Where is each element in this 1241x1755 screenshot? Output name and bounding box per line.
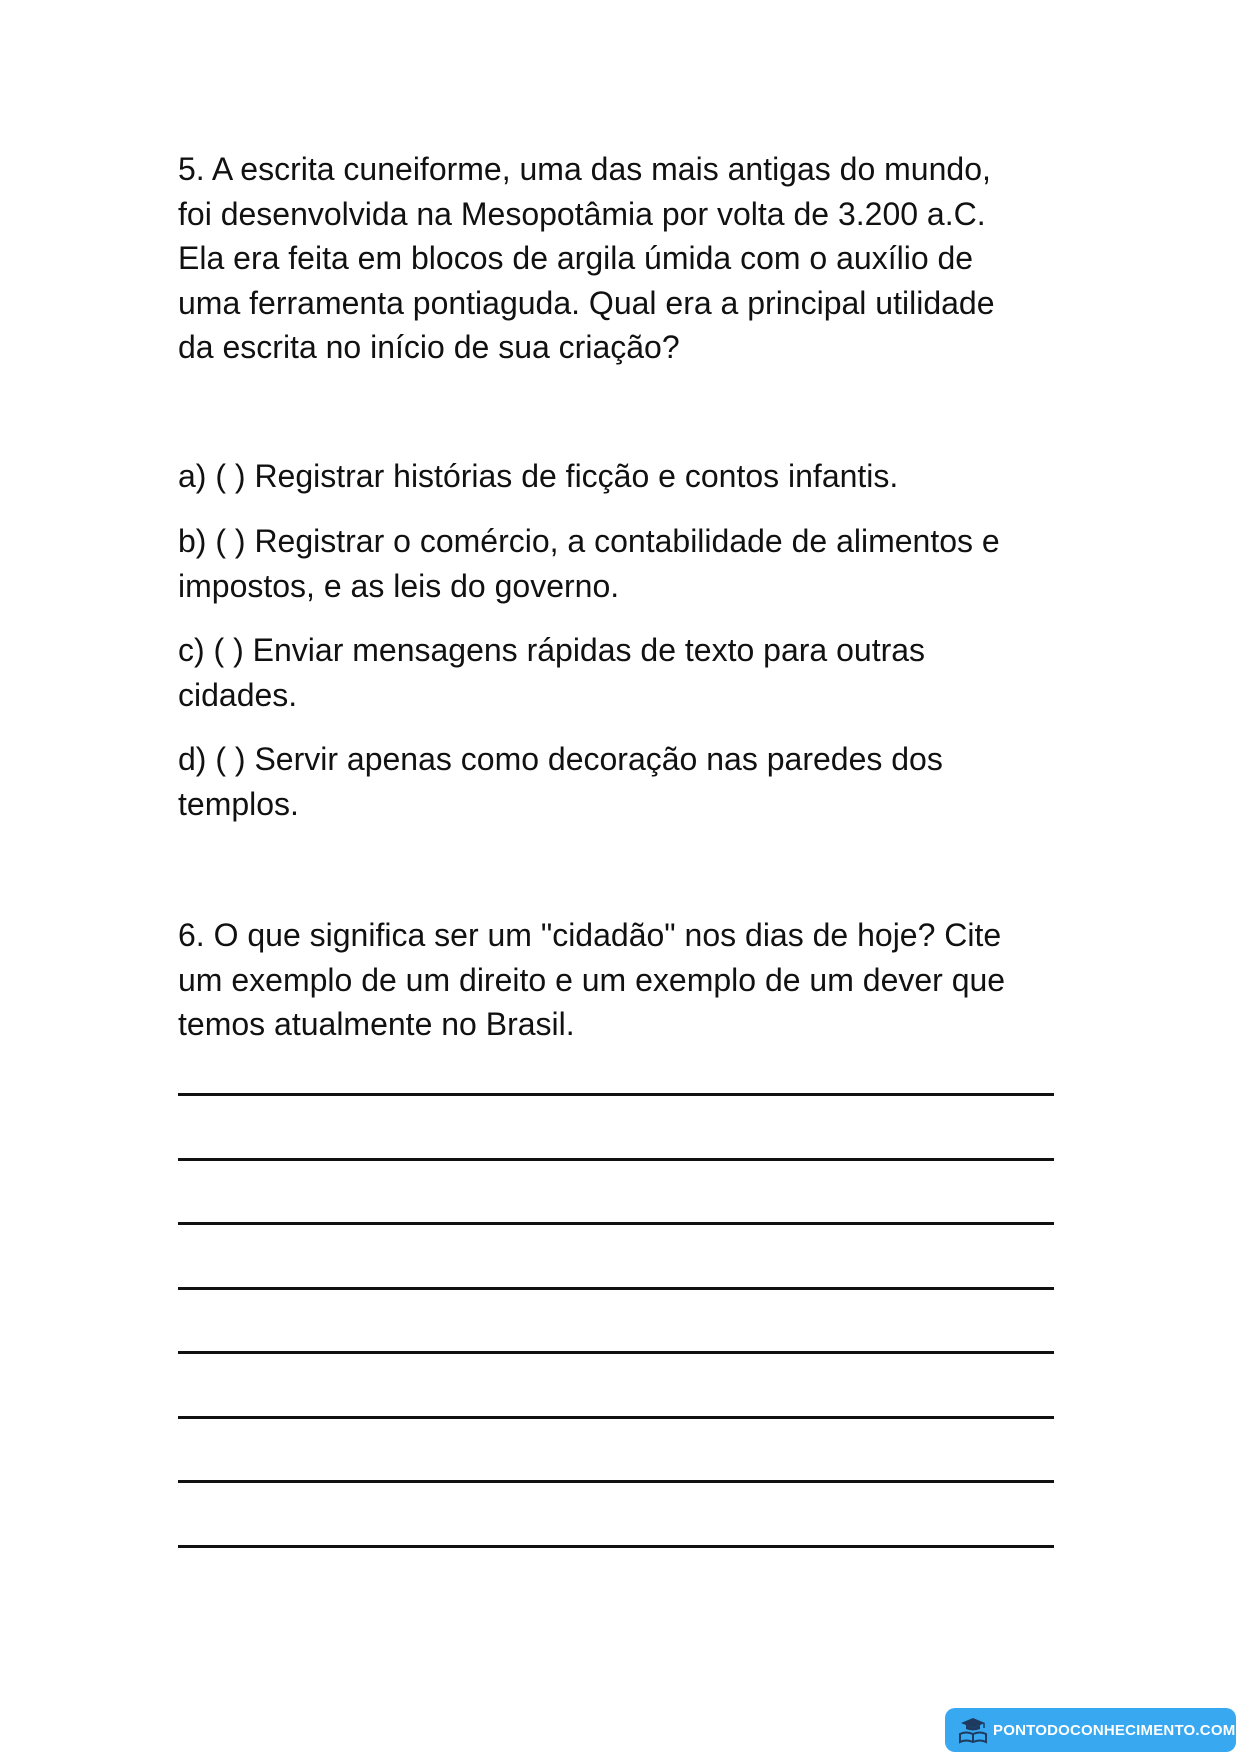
question-5-option-d: d) ( ) Servir apenas como decoração nas paredes dos templos. [178, 741, 943, 822]
answer-line[interactable] [178, 1287, 1054, 1290]
answer-line[interactable] [178, 1545, 1054, 1548]
site-watermark-badge[interactable] [945, 1708, 1236, 1752]
book-graduation-icon [957, 1716, 989, 1744]
question-5-option-b: b) ( ) Registrar o comércio, a contabilidade de alimentos e impostos, e as leis do governo. [178, 523, 1000, 604]
answer-line[interactable] [178, 1222, 1054, 1225]
answer-line[interactable] [178, 1351, 1054, 1354]
answer-line[interactable] [178, 1416, 1054, 1419]
answer-line[interactable] [178, 1093, 1054, 1096]
site-watermark-text: PONTODOCONHECIMENTO.COM [993, 1721, 1236, 1739]
question-5-text: 5. A escrita cuneiforme, uma das mais antigas do mundo, foi desenvolvida na Mesopotâmia por volta de 3.200 a.C. Ela era feita em blocos de argila úmida com o auxílio de uma ferramenta pontiaguda. Qual era a principal utilidade da escrita no início de sua criação? [178, 151, 995, 365]
question-5-option-c: c) ( ) Enviar mensagens rápidas de texto para outras cidades. [178, 632, 926, 713]
answer-line[interactable] [178, 1480, 1054, 1483]
answer-line[interactable] [178, 1158, 1054, 1161]
question-6-text: 6. O que significa ser um "cidadão" nos dias de hoje? Cite um exemplo de um direito e um exemplo de um dever que temos atualmente no Brasil. [178, 917, 1006, 1042]
question-5-option-a: a) ( ) Registrar histórias de ficção e contos infantis. [178, 458, 899, 494]
